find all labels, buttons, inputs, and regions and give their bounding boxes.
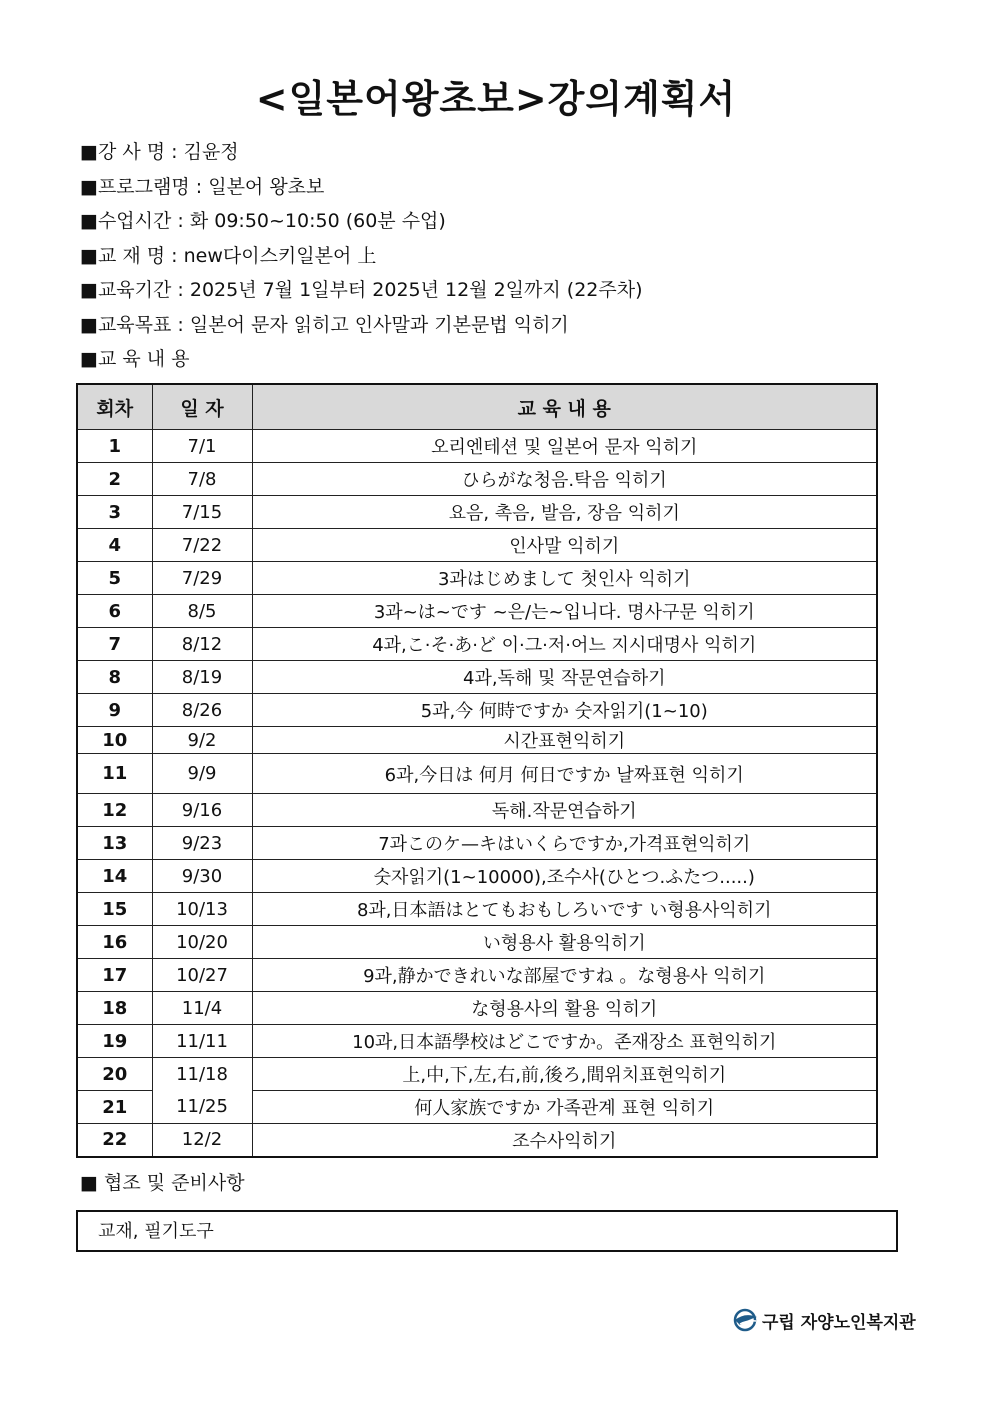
table-row [77, 794, 877, 827]
session-date: 10/20 [152, 926, 252, 959]
info-value: 김윤정 [183, 141, 239, 163]
session-number: 13 [77, 827, 152, 860]
session-number: 22 [77, 1124, 152, 1157]
session-number: 21 [77, 1091, 152, 1124]
session-date: 9/16 [152, 794, 252, 827]
table-row [77, 754, 877, 794]
info-section [80, 135, 920, 377]
session-content: い형용사 활용익히기 [252, 926, 877, 959]
table-row [77, 992, 877, 1025]
info-label: ■수업시간 : [80, 210, 184, 232]
session-content: な형용사의 활용 익히기 [252, 992, 877, 1025]
info-label: ■프로그램명 : [80, 175, 203, 198]
table-row [77, 595, 877, 628]
table-row [77, 827, 877, 860]
table-row [77, 694, 877, 727]
session-number: 10 [77, 727, 152, 754]
session-content: 요음, 촉음, 발음, 장음 익히기 [252, 496, 877, 529]
session-number: 11 [77, 754, 152, 794]
session-content: 6과,今日は 何月 何日ですか 날짜표현 익히기 [252, 754, 877, 794]
session-date: 8/12 [152, 628, 252, 661]
session-number: 17 [77, 959, 152, 992]
session-date: 10/13 [152, 893, 252, 926]
footer-org [732, 1305, 916, 1335]
session-content: 인사말 익히기 [252, 529, 877, 562]
session-content: 8과,日本語はとてもおもしろいです い형용사익히기 [252, 893, 877, 926]
table-row [77, 1058, 877, 1091]
prep-box [76, 1210, 898, 1252]
table-row [77, 727, 877, 754]
session-content: 조수사익히기 [252, 1124, 877, 1157]
session-content: 3과~は~です ~은/는~입니다. 명사구문 익히기 [252, 595, 877, 628]
session-content: 何人家族ですか 가족관계 표현 익히기 [252, 1091, 877, 1124]
table-row [77, 463, 877, 496]
info-label: ■강 사 명 : [80, 141, 178, 163]
prep-heading: ■ 협조 및 준비사항 [80, 1172, 245, 1194]
table-row [77, 860, 877, 893]
session-date: 11/11 [152, 1025, 252, 1058]
header-date: 일 자 [152, 384, 252, 430]
session-content: 5과,今 何時ですか 숫자읽기(1~10) [252, 694, 877, 727]
session-number: 8 [77, 661, 152, 694]
session-number: 16 [77, 926, 152, 959]
session-date: 7/29 [152, 562, 252, 595]
session-content: 4과,독해 및 작문연습하기 [252, 661, 877, 694]
table-row [77, 1025, 877, 1058]
table-row [77, 496, 877, 529]
table-row [77, 959, 877, 992]
session-date: 11/4 [152, 992, 252, 1025]
session-content: 숫자읽기(1~10000),조수사(ひとつ.ふたつ.....) [252, 860, 877, 893]
session-number: 20 [77, 1058, 152, 1091]
info-label: ■교육목표 : [80, 313, 184, 336]
session-content: 3과はじめまして 첫인사 익히기 [252, 562, 877, 595]
info-class-time [80, 204, 920, 239]
table-row [77, 893, 877, 926]
session-content: 독해.작문연습하기 [252, 794, 877, 827]
table-row [77, 1124, 877, 1157]
info-value: 일본어 문자 읽히고 인사말과 기본문법 익히기 [189, 313, 569, 336]
session-date: 8/26 [152, 694, 252, 727]
session-number: 14 [77, 860, 152, 893]
session-date: 7/15 [152, 496, 252, 529]
info-value: 일본어 왕초보 [208, 175, 325, 198]
session-date: 12/2 [152, 1124, 252, 1157]
info-instructor [80, 135, 920, 170]
session-number: 5 [77, 562, 152, 595]
schedule-table [76, 383, 878, 1158]
session-date: 9/9 [152, 754, 252, 794]
session-content: 시간표현익히기 [252, 727, 877, 754]
info-content-heading [80, 342, 920, 377]
info-label: ■교 재 명 : [80, 244, 178, 267]
table-row [77, 430, 877, 463]
table-header-row [77, 384, 877, 430]
org-logo-icon [732, 1308, 760, 1332]
table-row [77, 1091, 877, 1124]
session-date: 8/5 [152, 595, 252, 628]
session-number: 12 [77, 794, 152, 827]
info-value: 화 09:50~10:50 (60분 수업) [189, 210, 446, 232]
page-title: <일본어왕초보>강의계획서 [255, 77, 737, 121]
session-number: 3 [77, 496, 152, 529]
session-content: ひらがな청음.탁음 익히기 [252, 463, 877, 496]
table-row [77, 926, 877, 959]
session-date: 7/8 [152, 463, 252, 496]
table-row [77, 562, 877, 595]
prep-value: 교재, 필기도구 [98, 1221, 214, 1242]
info-period [80, 273, 920, 308]
info-label: ■교 육 내 용 [80, 348, 190, 370]
session-content: 4과,こ·そ·あ·ど 이·그·저·어느 지시대명사 익히기 [252, 628, 877, 661]
org-name: 구립 자양노인복지관 [762, 1312, 916, 1333]
session-date: 9/23 [152, 827, 252, 860]
session-number: 15 [77, 893, 152, 926]
header-session: 회차 [77, 384, 152, 430]
table-row [77, 628, 877, 661]
session-number: 1 [77, 430, 152, 463]
session-number: 4 [77, 529, 152, 562]
session-number: 18 [77, 992, 152, 1025]
session-content: 오리엔테션 및 일본어 문자 익히기 [252, 430, 877, 463]
session-date: 11/25 [152, 1091, 252, 1124]
session-date: 9/2 [152, 727, 252, 754]
session-number: 6 [77, 595, 152, 628]
table-row [77, 661, 877, 694]
session-number: 19 [77, 1025, 152, 1058]
session-content: 7과このケ—キはいくらですか,가격표현익히기 [252, 827, 877, 860]
session-date: 8/19 [152, 661, 252, 694]
session-number: 9 [77, 694, 152, 727]
info-textbook [80, 239, 920, 274]
info-program [80, 170, 920, 205]
session-date: 10/27 [152, 959, 252, 992]
session-content: 9과,静かできれいな部屋ですね 。な형용사 익히기 [252, 959, 877, 992]
session-date: 11/18 [152, 1058, 252, 1091]
info-value: 2025년 7월 1일부터 2025년 12월 2일까지 (22주차) [189, 279, 643, 301]
session-date: 7/22 [152, 529, 252, 562]
session-date: 9/30 [152, 860, 252, 893]
session-content: 10과,日本語學校はどこですか。존재장소 표현익히기 [252, 1025, 877, 1058]
session-number: 2 [77, 463, 152, 496]
info-label: ■교육기간 : [80, 279, 184, 301]
header-content: 교 육 내 용 [252, 384, 877, 430]
info-value: new다이스키일본어 上 [183, 244, 377, 267]
session-date: 7/1 [152, 430, 252, 463]
session-number: 7 [77, 628, 152, 661]
info-goal [80, 308, 920, 343]
table-row [77, 529, 877, 562]
session-content: 上,中,下,左,右,前,後ろ,間위치표현익히기 [252, 1058, 877, 1091]
